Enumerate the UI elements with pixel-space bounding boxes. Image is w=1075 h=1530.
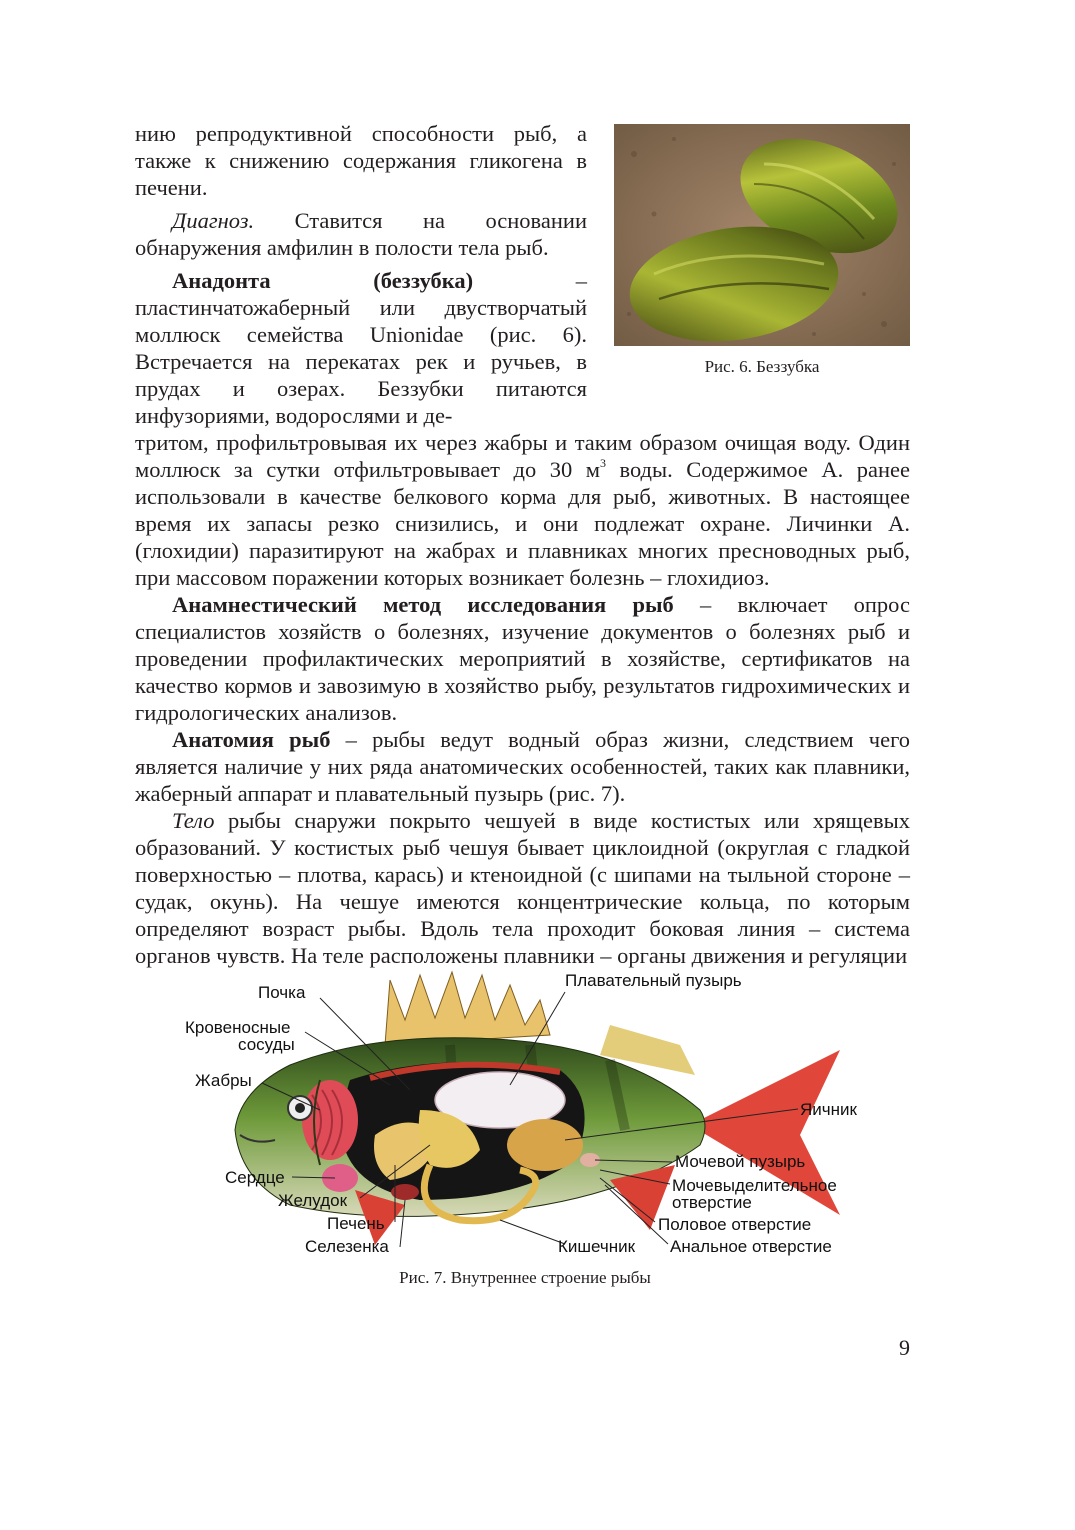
ovary [507, 1119, 583, 1171]
cube-superscript: 3 [599, 455, 606, 470]
label-urinary-opening-line2: отверстие [672, 1193, 752, 1212]
anamnesis-text: – включает опрос специалистов хозяйств о болезнях, изучение документов о болезнях рыб и проведении профилактических мероприятий в хозяйстве, сертификатов на качество кормов и завозимую в хозяйство рыбу, результатов гидрохимических и гидрологических анализов. [135, 592, 910, 725]
anatomy-term: Анатомия рыб [172, 727, 331, 752]
diagnosis-term: Диагноз. [172, 208, 255, 233]
anamnesis-term: Анамнестический метод исследования рыб [172, 592, 674, 617]
gills [302, 1080, 358, 1160]
anodonta-text-b: воды. Содержимое А. ранее использовали в качестве белкового корма для рыб, животных. В настоящее время их запасы резко снизились, и они подлежат охране. Личинки А. (глохидии) паразитируют на жабрах и плавниках многих пресноводных рыб, при массовом поражении которых возникает болезнь – глохидиоз. [135, 457, 910, 590]
diagnosis-text: Ставится на основании обнаружения амфилин в полости тела рыб. [135, 208, 587, 260]
label-ovary: Яичник [800, 1100, 857, 1119]
paragraph-anodonta-cont [135, 429, 910, 591]
figure-6-caption: Рис. 6. Беззубка [704, 357, 820, 376]
label-stomach: Желудок [278, 1191, 348, 1210]
label-intestine: Кишечник [558, 1237, 636, 1256]
anatomy-text: – рыбы ведут водный образ жизни, следствием чего является наличие у них ряда анатомических особенностей, таких как плавники, жаберный аппарат и плавательный пузырь (рис. 7). [135, 727, 910, 806]
label-vessels-line1: Кровеносные [185, 1018, 291, 1037]
label-urinary-bladder: Мочевой пузырь [675, 1152, 806, 1171]
label-anal-opening: Анальное отверстие [670, 1237, 832, 1256]
anodonta-text-a: тритом, профильтровывая их через жабры и таким образом очищая воду. Один моллюск за сутки отфильтровывает до 30 м [135, 430, 910, 482]
label-heart: Сердце [225, 1168, 285, 1187]
paragraph-diagnosis [135, 207, 587, 261]
figure-7-caption: Рис. 7. Внутреннее строение рыбы [399, 1268, 651, 1287]
paragraph-anodonta [135, 267, 587, 429]
paragraph-anamnesis [135, 591, 910, 726]
label-genital-opening: Половое отверстие [658, 1215, 812, 1234]
dorsal-fin-spiny [385, 972, 550, 1045]
label-swim-bladder: Плавательный пузырь [565, 971, 742, 990]
page-number: 9 [899, 1335, 910, 1360]
label-kidney: Почка [258, 983, 306, 1002]
label-vessels-line2: сосуды [238, 1035, 295, 1054]
label-gills: Жабры [195, 1071, 252, 1090]
label-liver: Печень [327, 1214, 385, 1233]
label-spleen: Селезенка [305, 1237, 389, 1256]
figure-7-fish-diagram [180, 960, 870, 1260]
body-term: Тело [172, 808, 215, 833]
paragraph-anatomy [135, 726, 910, 807]
paragraph-body [135, 807, 910, 969]
label-urinary-opening-line1: Мочевыделительное [672, 1176, 837, 1195]
anodonta-text-wrap: – пластинчатожаберный или двустворчатый моллюск семейства Unionidae (рис. 6). Встречается на перекатах рек и ручьев, в прудах и озерах. Беззубки питаются инфузориями, водорослями и де- [135, 268, 587, 428]
body-text-rest: рыбы снаружи покрыто чешуей в виде костистых или хрящевых образований. У костистых рыб чешуя бывает циклоидной (округлая с гладкой поверхностью – плотва, карась) и ктеноидной (с шипами на тыльной стороне – судак, окунь). На чешуе имеются концентрические кольца, по которым определяют возраст рыбы. Вдоль тела проходит боковая линия – система органов чувств. На теле расположены плавники – органы движения и регуляции [135, 808, 910, 968]
body-text [135, 120, 910, 969]
anodonta-term: Анадонта (беззубка) [172, 268, 474, 293]
paragraph-1: нию репродуктивной способности рыб, а также к снижению содержания гликогена в печени. [135, 121, 587, 200]
